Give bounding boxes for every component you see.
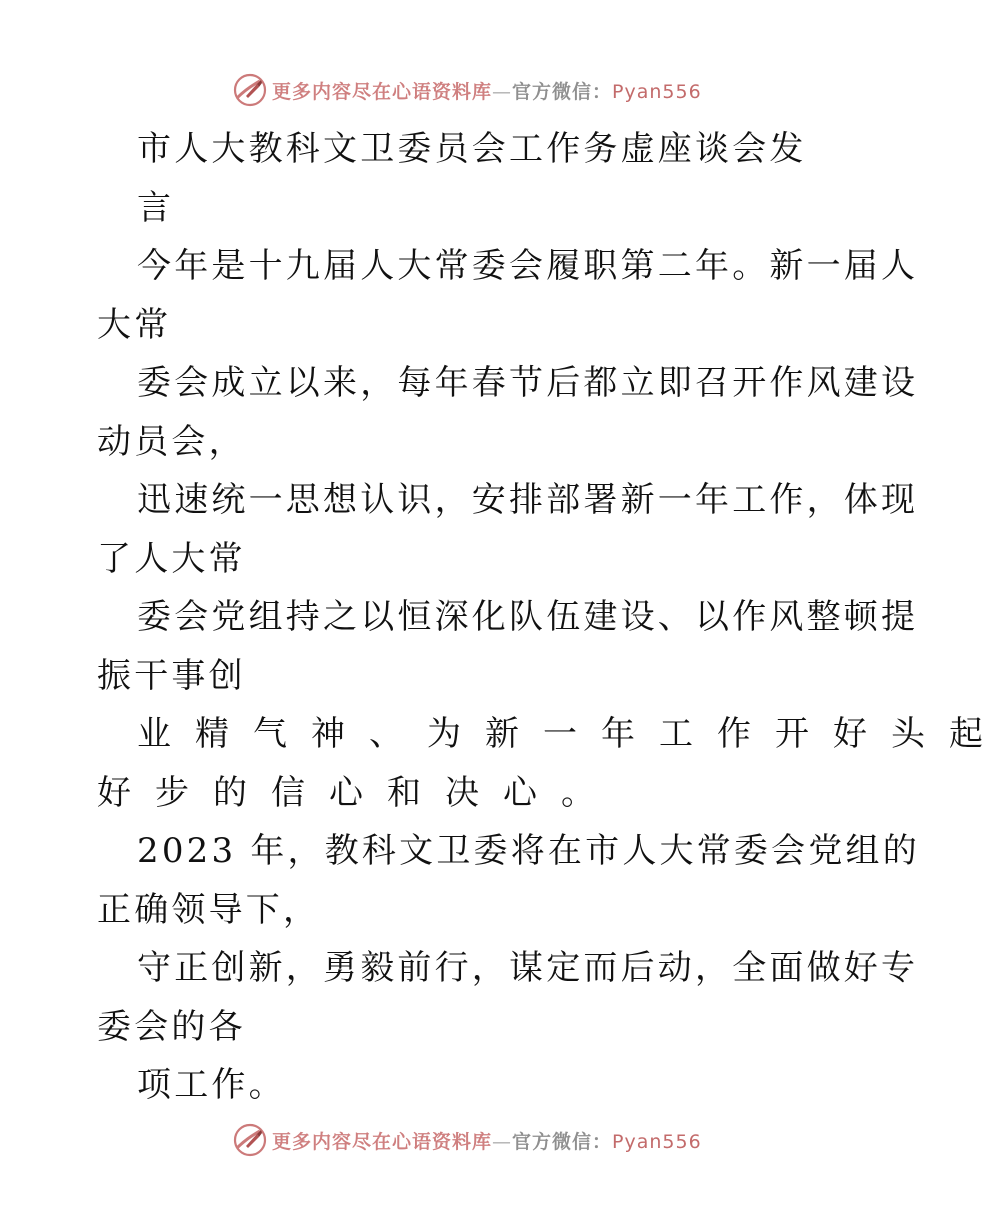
document-body (97, 120, 1007, 1115)
watermark-suffix: 官方微信： (512, 1130, 613, 1153)
watermark-banner-top (232, 72, 702, 108)
paragraph-line: 委会成立以来，每年春节后都立即召开作风建设 (137, 363, 919, 403)
paragraph-line: 今年是十九届人大常委会履职第二年。新一届人 (137, 246, 919, 286)
watermark-banner-bottom (232, 1122, 702, 1158)
document-title-line: 市人大教科文卫委员会工作务虚座谈会发 (137, 129, 807, 169)
watermark-text (272, 1127, 702, 1154)
paragraph-line: 业精气神、为新一年工作开好头起 (137, 714, 1007, 754)
paragraph-line: 项工作。 (137, 1065, 286, 1105)
watermark-wechat-id: Pyan556 (612, 1130, 702, 1153)
paragraph-line: 正确领导下， (97, 889, 321, 930)
pen-logo-icon (232, 72, 268, 108)
watermark-dash: — (492, 80, 513, 103)
paragraph-line: 2023 年，教科文卫委将在市人大常委会党组的 (137, 831, 920, 871)
paragraph-line: 振干事创 (97, 655, 246, 696)
document-title-line: 言 (137, 187, 175, 228)
watermark-suffix: 官方微信： (512, 80, 613, 103)
watermark-prefix: 更多内容尽在心语资料库 (272, 1130, 493, 1153)
paragraph-line: 委会党组持之以恒深化队伍建设、以作风整顿提 (137, 597, 919, 637)
paragraph-line: 守正创新，勇毅前行，谋定而后动，全面做好专 (137, 948, 919, 988)
paragraph-line: 了人大常 (97, 538, 246, 579)
paragraph-line: 委会的各 (97, 1006, 246, 1047)
watermark-text (272, 77, 702, 104)
watermark-prefix: 更多内容尽在心语资料库 (272, 80, 493, 103)
watermark-dash: — (492, 1130, 513, 1153)
pen-logo-icon (232, 1122, 268, 1158)
paragraph-line: 大常 (97, 304, 172, 345)
watermark-wechat-id: Pyan556 (612, 80, 702, 103)
paragraph-line: 迅速统一思想认识，安排部署新一年工作，体现 (137, 480, 919, 520)
paragraph-line: 好步的信心和决心。 (97, 772, 619, 813)
paragraph-line: 动员会， (97, 421, 246, 462)
